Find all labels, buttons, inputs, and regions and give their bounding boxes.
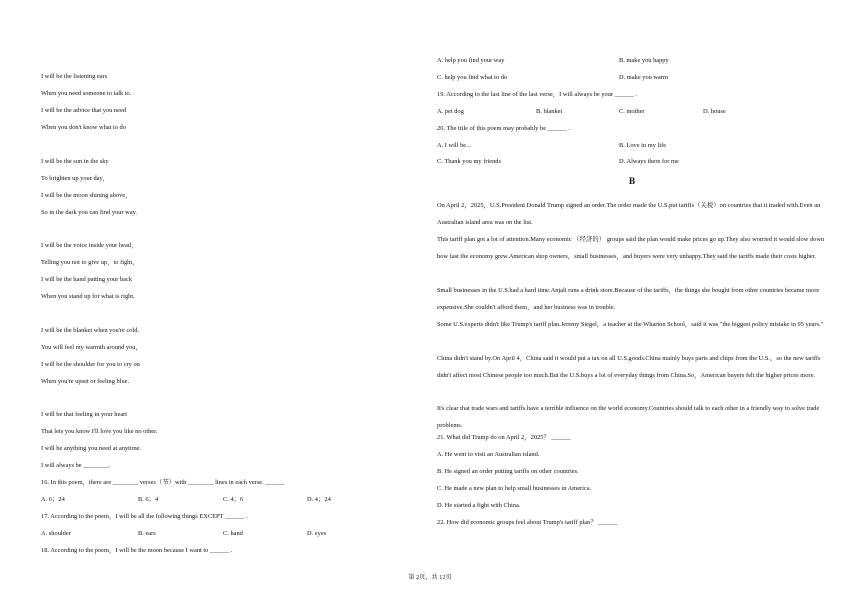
poem-line: I will be the shoulder for you to cry on	[41, 361, 140, 368]
poem-line: I will be that feeling in your heart	[41, 411, 128, 418]
poem-line: When you need someone to talk to.	[41, 90, 132, 97]
question-17-stem: 17. According to the poem，I will be all the following things EXCEPT ______ .	[41, 513, 248, 520]
poem-line: I will be the sun in the sky	[41, 158, 109, 165]
q16-option-a[interactable]: A. 6；24	[41, 496, 65, 503]
q16-option-c[interactable]: C. 4；6	[223, 496, 244, 503]
q21-option-a[interactable]: A. He went to visit an Australian island.	[437, 451, 540, 458]
poem-line: So in the dark you can find your way.	[41, 209, 137, 216]
q19-option-c[interactable]: C. mother	[619, 108, 645, 115]
passage-paragraph-1: On April 2，2025，U.S.President Donald Trump signed an order.The order made the U.S.put tariffs（关税）on countries that it traded with.Even an Australian island area was on the list.	[437, 202, 821, 226]
q16-option-d[interactable]: D. 4；24	[307, 496, 331, 503]
q17-option-a[interactable]: A. shoulder	[41, 530, 71, 537]
poem-line: I will always be ________.	[41, 462, 111, 469]
poem-line: I will be anything you need at anytime.	[41, 445, 142, 452]
q19-option-d[interactable]: D. house	[703, 108, 726, 115]
poem-line: When you stand up for what is right.	[41, 293, 135, 300]
section-b-title: B	[628, 177, 636, 187]
poem-line: That lets you know I'll love you like no other.	[41, 428, 158, 435]
q20-option-c[interactable]: C. Thank you my friends	[437, 158, 501, 165]
poem-line: Telling you not to give up，to fight，	[41, 259, 139, 266]
q21-option-c[interactable]: C. He made a new plan to help small businesses in America.	[437, 485, 592, 492]
question-22-stem: 22. How did economic groups feel about Trump's tariff plan？ ______	[437, 519, 618, 526]
poem-line: I will be the listening ears	[41, 73, 108, 80]
poem-line: When you're upset or feeling blue.	[41, 378, 130, 385]
q20-option-a[interactable]: A. I will be...	[437, 142, 471, 149]
q20-option-d[interactable]: D. Always there for me	[619, 158, 679, 165]
q21-option-d[interactable]: D. He started a fight with China.	[437, 502, 521, 509]
poem-line: I will be the advice that you need	[41, 107, 127, 114]
q18-option-c[interactable]: C. help you find what to do	[437, 74, 508, 81]
q18-option-d[interactable]: D. make you warm	[619, 74, 668, 81]
poem-line: You will feel my warmth around you，	[41, 344, 142, 351]
poem-line: I will be the blanket when you're cold.	[41, 327, 140, 334]
q20-option-b[interactable]: B. Love in my life	[619, 142, 667, 149]
q19-option-b[interactable]: B. blanket	[536, 108, 563, 115]
question-20-stem: 20. The title of this poem may probably be ______ .	[437, 125, 570, 132]
question-18-stem: 18. According to the poem，I will be the moon because I want to ______ .	[41, 547, 233, 554]
q21-option-b[interactable]: B. He signed an order putting tariffs on other countries.	[437, 468, 579, 475]
question-16-stem: 16. In this poem，there are ________ verses（节）with ________ lines in each verse. ______	[41, 479, 285, 486]
question-21-stem: 21. What did Trump do on April 2，2025？ ______	[437, 434, 571, 441]
passage-paragraph-5: China didn't stand by.On April 4，China said it would put a tax on all U.S.goods.China mainly buys parts and chips from the U.S.，so the new tariffs didn't affect most Chinese people too much.But the U.S.buys a lot of everyday things from China.So，American buyers felt the higher prices more.	[437, 355, 821, 379]
poem-line: To brighten up your day，	[41, 175, 110, 182]
question-19-stem: 19. According to the last line of the last verse，I will always be your ______ .	[437, 91, 638, 98]
q17-option-b[interactable]: B. ears	[138, 530, 156, 537]
q17-option-d[interactable]: D. eyes	[307, 530, 327, 537]
q17-option-c[interactable]: C. hand	[223, 530, 243, 537]
q16-option-b[interactable]: B. 6；4	[138, 496, 159, 503]
passage-paragraph-3: Small businesses in the U.S.had a hard time.Anjali runs a drink store.Because of the tariffs，the things she bought from other countries became more expensive.She couldn't afford them，and her business was in trouble.	[437, 287, 820, 311]
q19-option-a[interactable]: A. pet dog	[437, 108, 464, 115]
poem-line: I will be the voice inside your head，	[41, 242, 138, 249]
passage-paragraph-4: Some U.S.experts didn't like Trump's tariff plan.Jeremy Siegel，a teacher at the Wharton School，said it was "the biggest policy mistake in 95 years."	[437, 321, 824, 328]
passage-paragraph-2: This tariff plan got a lot of attention.Many economic （经济的） groups said the plan would make prices go up.They also worried it would slow down how fast the economy grew.American shop owners，small businesses，and buyers were very unhappy.They said the tariffs made their costs higher.	[437, 236, 825, 260]
q18-option-a[interactable]: A. help you find your way	[437, 57, 505, 64]
page-footer: 第 2页，共 12页	[408, 574, 452, 581]
poem-line: I will be the hand patting your back	[41, 276, 133, 283]
q18-option-b[interactable]: B. make you happy	[619, 57, 669, 64]
poem-line: When you don't know what to do	[41, 124, 126, 131]
poem-line: I will be the moon shining above，	[41, 192, 132, 199]
passage-paragraph-6: It's clear that trade wars and tariffs have a terrible influence on the world economy.Countries should talk to each other in a friendly way to solve trade problems.	[437, 405, 820, 429]
